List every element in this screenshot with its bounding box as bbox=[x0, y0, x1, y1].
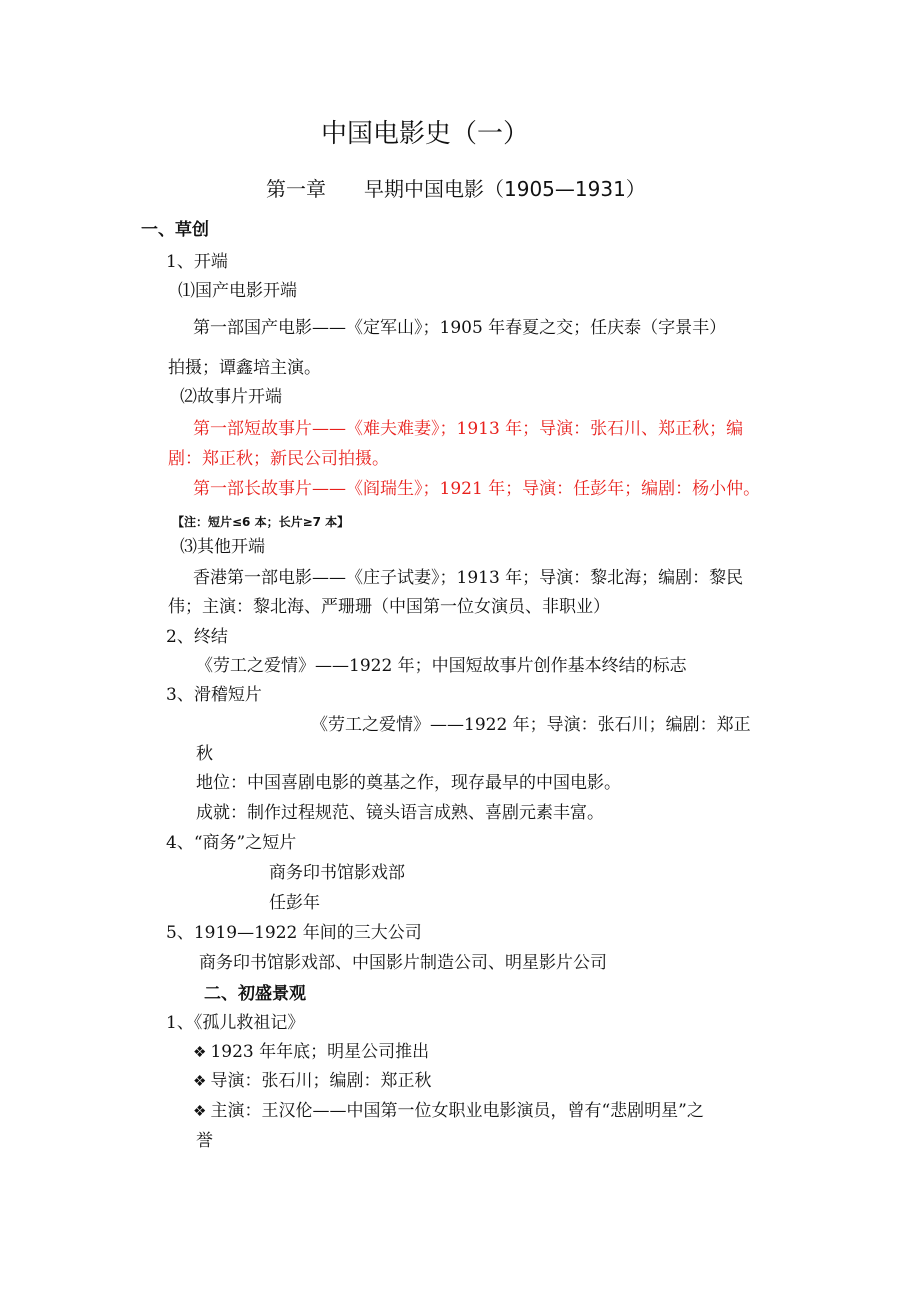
chapter-title: 早期中国电影（1905—1931） bbox=[364, 177, 646, 201]
highlight-line: 第一部短故事片——《难夫难妻》；1913 年；导演：张石川、郑正秋；编 bbox=[193, 419, 744, 439]
item-heading-2-1: 1、《孤儿救祖记》 bbox=[166, 1013, 305, 1033]
chapter-heading bbox=[266, 176, 646, 202]
list-item bbox=[193, 1041, 429, 1063]
item-heading-1-3: 3、滑稽短片 bbox=[166, 685, 262, 705]
list-item-text: 1923 年年底；明星公司推出 bbox=[210, 1042, 430, 1062]
item-heading-1-4: 4、“商务”之短片 bbox=[166, 833, 297, 853]
highlight-line: 剧：郑正秋；新民公司拍摄。 bbox=[168, 449, 389, 469]
paragraph-line: 《劳工之爱情》——1922 年；导演：张石川；编剧：郑正 bbox=[311, 715, 751, 735]
paragraph-line: 誉 bbox=[196, 1131, 213, 1151]
item-heading-1-2: 2、终结 bbox=[166, 627, 228, 647]
paragraph-line: 成就：制作过程规范、镜头语言成熟、喜剧元素丰富。 bbox=[196, 803, 604, 823]
paragraph-line: 《劳工之爱情》——1922 年；中国短故事片创作基本终结的标志 bbox=[196, 656, 687, 676]
section-heading-2: 二、初盛景观 bbox=[204, 984, 306, 1004]
list-item bbox=[193, 1070, 431, 1092]
highlight-line: 第一部长故事片——《阎瑞生》；1921 年；导演：任彭年；编剧：杨小仲。 bbox=[193, 479, 761, 499]
note: 【注：短片≤6 本；长片≥7 本】 bbox=[172, 515, 350, 529]
paragraph-line: 第一部国产电影——《定军山》；1905 年春夏之交；任庆泰（字景丰） bbox=[193, 318, 727, 338]
section-heading-1: 一、草创 bbox=[141, 220, 209, 240]
paragraph-line: 商务印书馆影戏部 bbox=[269, 863, 405, 883]
chapter-label: 第一章 bbox=[266, 177, 326, 201]
list-item-text: 导演：张石川；编剧：郑正秋 bbox=[210, 1071, 432, 1091]
paragraph-line: 商务印书馆影戏部、中国影片制造公司、明星影片公司 bbox=[199, 953, 607, 973]
bullet-icon: ❖ bbox=[193, 1072, 207, 1090]
bullet-icon: ❖ bbox=[193, 1043, 207, 1061]
bullet-icon: ❖ bbox=[193, 1102, 207, 1120]
subheading-domestic-film-start: ⑴国产电影开端 bbox=[178, 281, 297, 301]
subheading-feature-film-start: ⑵故事片开端 bbox=[180, 387, 282, 407]
item-heading-1-5: 5、1919—1922 年间的三大公司 bbox=[166, 923, 422, 943]
document-title: 中国电影史（一） bbox=[321, 119, 530, 149]
subheading-other-starts: ⑶其他开端 bbox=[180, 537, 265, 557]
paragraph-line: 任彭年 bbox=[269, 893, 320, 913]
list-item-text: 主演：王汉伦——中国第一位女职业电影演员，曾有“悲剧明星”之 bbox=[210, 1101, 704, 1121]
paragraph-line: 香港第一部电影——《庄子试妻》；1913 年；导演：黎北海；编剧：黎民 bbox=[193, 568, 744, 588]
list-item bbox=[193, 1100, 704, 1122]
paragraph-line: 伟；主演：黎北海、严珊珊（中国第一位女演员、非职业） bbox=[168, 597, 610, 617]
paragraph-line: 地位：中国喜剧电影的奠基之作，现存最早的中国电影。 bbox=[196, 773, 621, 793]
paragraph-line: 秋 bbox=[196, 744, 213, 764]
paragraph-line: 拍摄；谭鑫培主演。 bbox=[168, 358, 321, 378]
item-heading-1-1: 1、开端 bbox=[166, 252, 228, 272]
